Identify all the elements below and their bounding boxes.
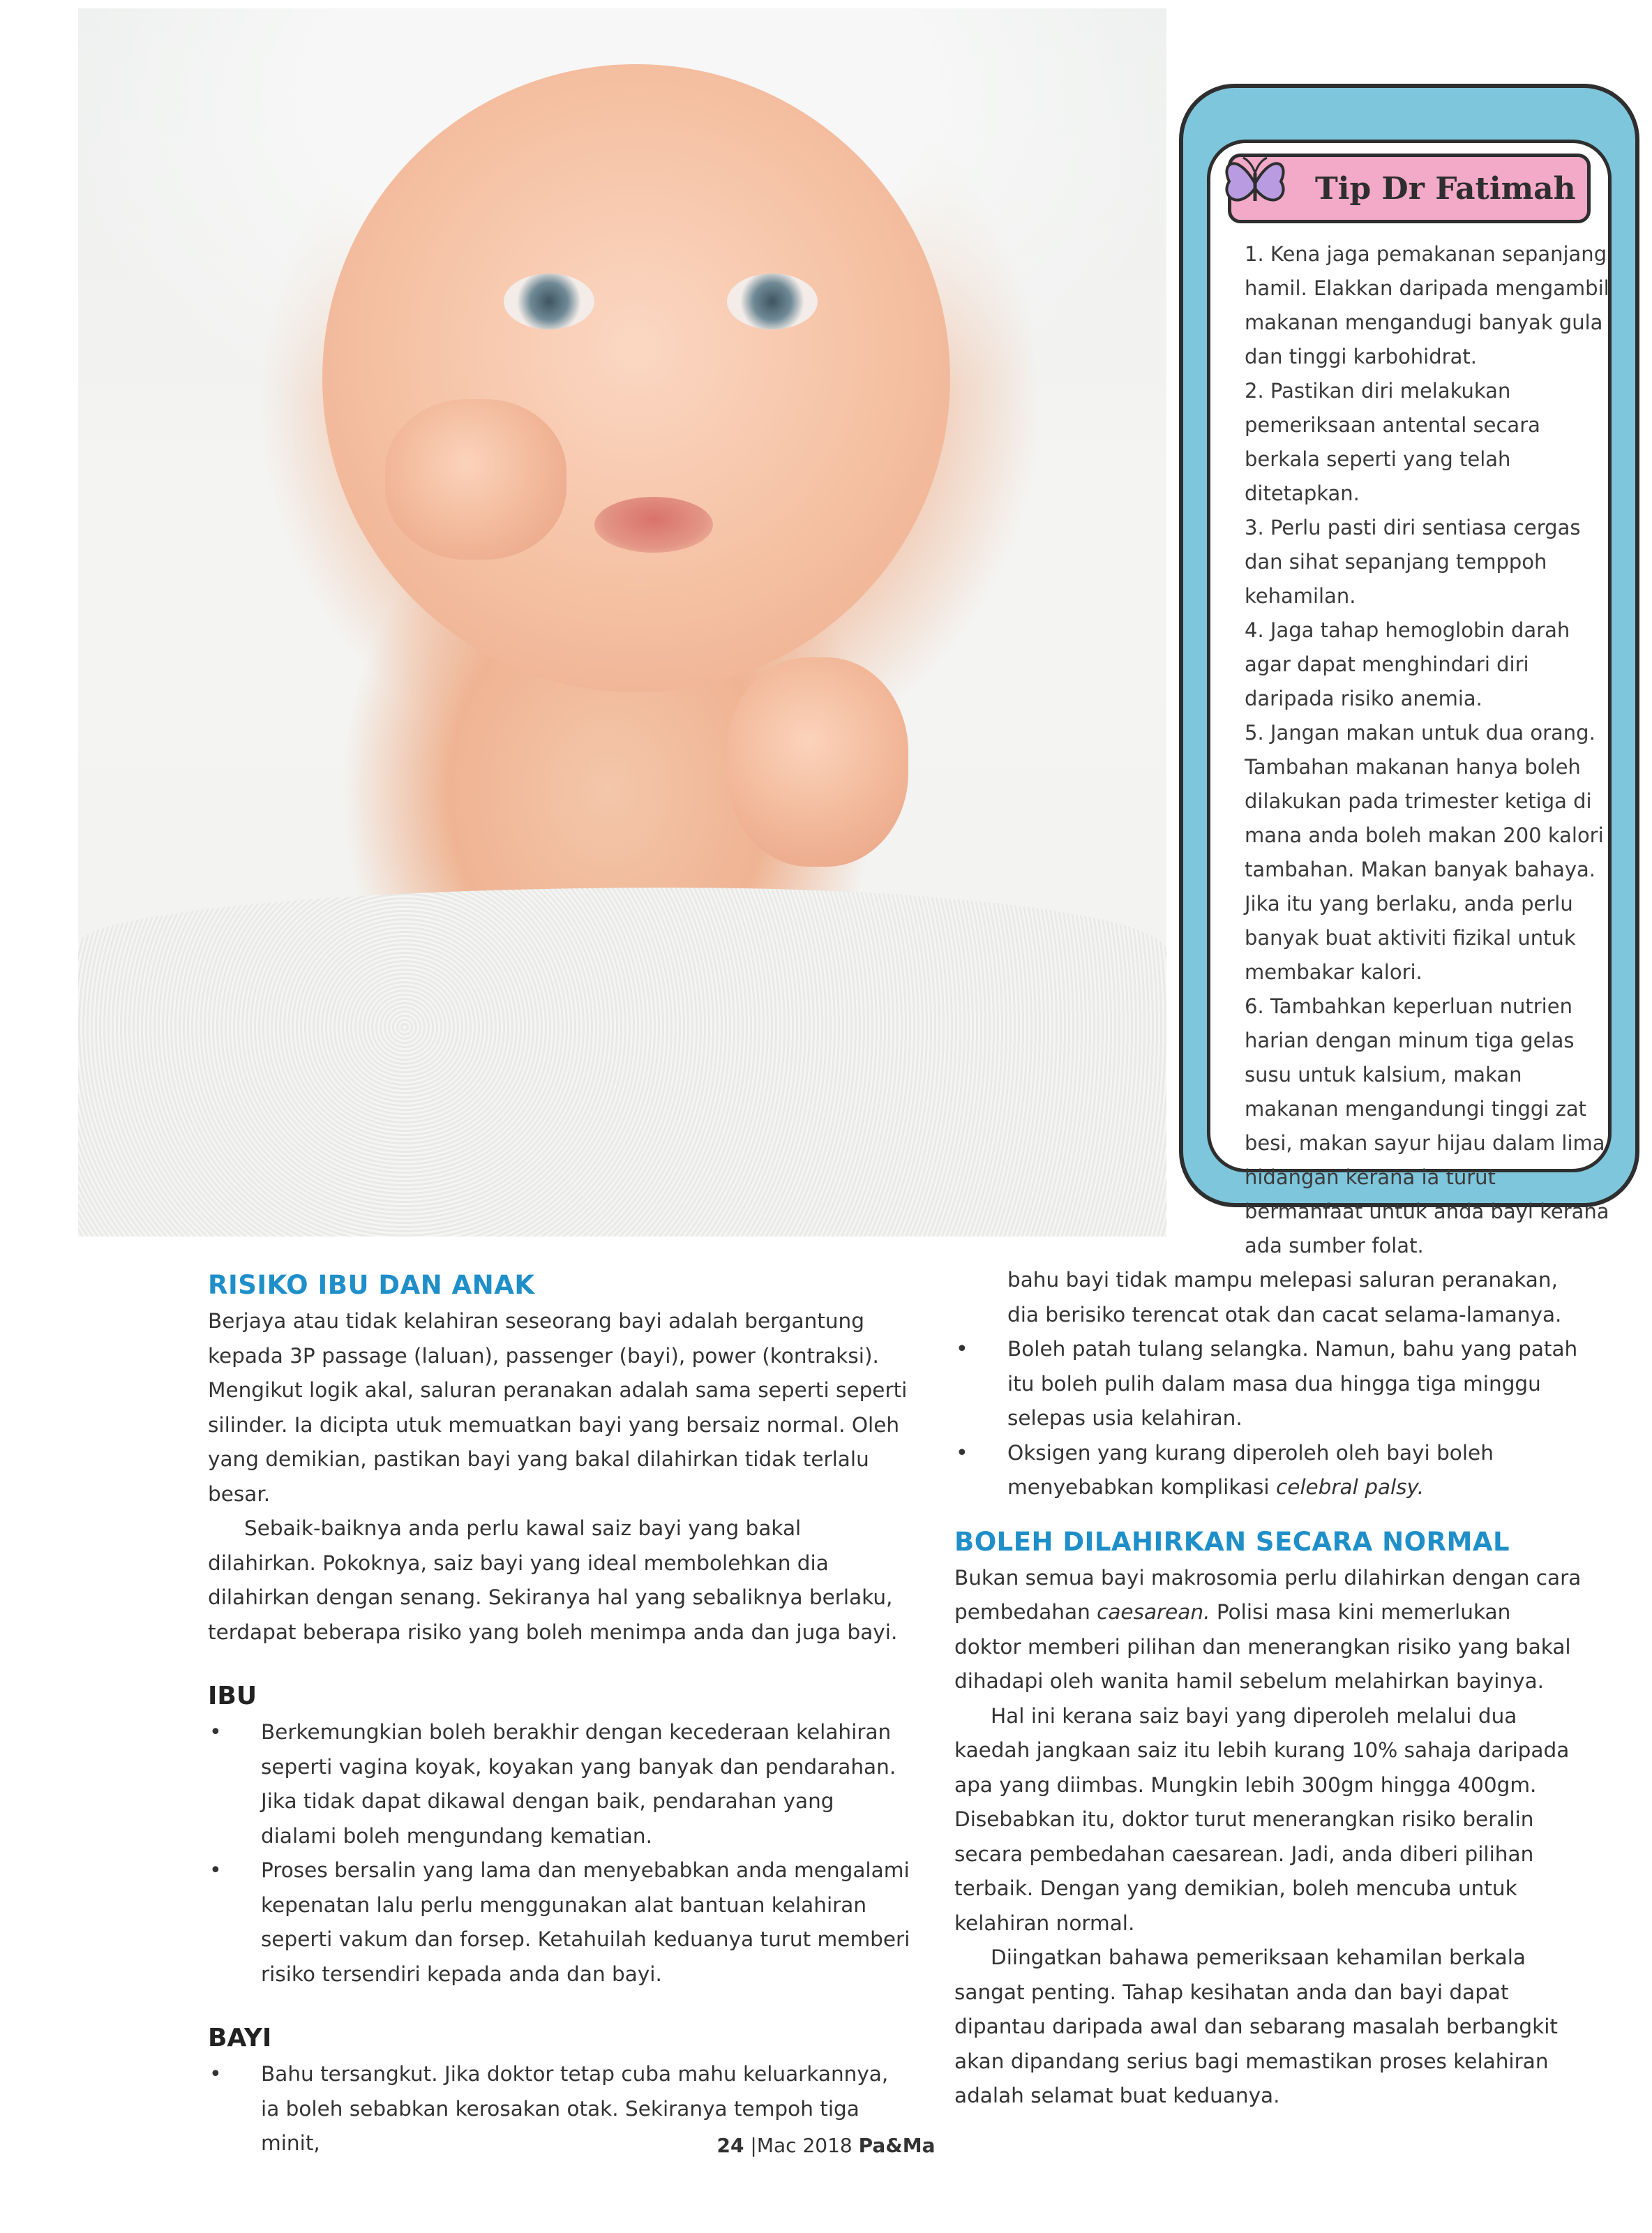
butterfly-icon	[1217, 145, 1293, 222]
footer-separator: |	[750, 2134, 757, 2157]
tip-item: 2. Pastikan diri melakukan pemeriksaan antental secara berkala seperti yang telah ditetapkan.	[1245, 379, 1540, 505]
paragraph: Hal ini kerana saiz bayi yang diperoleh melalui dua kaedah jangkaan saiz itu lebih kurang 10% sahaja daripada apa yang diimbas. Mungkin lebih 300gm hingga 400gm. Disebabkan itu, doktor turut menerangkan risiko beralin secara pembedahan caesarean. Jadi, anda diberi pilihan terbaik. Dengan yang demikian, boleh mencuba untuk kelahiran normal.	[954, 1703, 1570, 1935]
subheading-bayi: BAYI	[208, 2024, 272, 2052]
page-footer	[0, 2134, 1652, 2157]
article-right-column	[954, 1263, 1582, 2114]
baby-eye-right	[727, 274, 818, 329]
paragraph	[954, 1561, 1582, 1699]
baby-blanket	[78, 888, 1166, 1237]
bullet-item	[954, 1436, 1582, 1505]
tip-list	[1245, 237, 1614, 1263]
tip-item: 3. Perlu pasti diri sentiasa cergas dan sihat sepanjang temppoh kehamilan.	[1245, 516, 1581, 608]
paragraph-text: Polisi masa kini memerlukan doktor memberi pilihan dan menerangkan risiko yang bakal dihadapi oleh wanita hamil sebelum melahirkan bayinya.	[954, 1600, 1571, 1693]
paragraph: Sebaik-baiknya anda perlu kawal saiz bayi yang bakal dilahirkan. Pokoknya, saiz bayi yang ideal membolehkan dia dilahirkan dengan senang. Sekiranya hal yang sebaliknya berlaku, terdapat beberapa risiko yang boleh menimpa anda dan juga bayi.	[208, 1516, 898, 1644]
bullet-item: • Boleh patah tulang selangka. Namun, bahu yang patah itu boleh pulih dalam masa dua hingga tiga minggu selepas usia kelahiran.	[954, 1332, 1582, 1436]
tip-item: 1. Kena jaga pemakanan sepanjang hamil. Elakkan daripada mengambil makanan mengandugi banyak gula dan tinggi karbohidrat.	[1245, 242, 1609, 368]
baby-hand-right	[727, 657, 908, 867]
bullet-continuation: bahu bayi tidak mampu melepasi saluran peranakan, dia berisiko terencat otak dan cacat selama-lamanya.	[1007, 1268, 1562, 1327]
tip-box-title: Tip Dr Fatimah	[1228, 154, 1591, 223]
bullet-item: • Proses bersalin yang lama dan menyebabkan anda mengalami kepenatan lalu perlu menggunakan alat bantuan kelahiran seperti vakum dan forsep. Ketahuilah keduanya turut memberi risiko tersendiri kepada anda dan bayi.	[208, 1853, 913, 1992]
section-heading-normal: BOLEH DILAHIRKAN SECARA NORMAL	[954, 1526, 1510, 1557]
page-number: 24	[716, 2134, 744, 2157]
ibu-bullet-list	[208, 1715, 913, 1992]
tip-item: 4. Jaga tahap hemoglobin darah agar dapat menghindari diri daripada risiko anemia.	[1245, 618, 1570, 710]
baby-eye-left	[504, 274, 594, 329]
article-left-column	[208, 1267, 913, 2161]
paragraph-text: Bukan semua bayi makrosomia perlu dilahirkan dengan cara pembedahan	[954, 1565, 1582, 1624]
bullet-item: • Bahu tersangkut. Jika doktor tetap cuba mahu keluarkannya, ia boleh sebabkan kerosakan otak. Sekiranya tempoh tiga minit,	[208, 2057, 913, 2161]
tip-item: 5. Jangan makan untuk dua orang. Tambahan makanan hanya boleh dilakukan pada trimester ketiga di mana anda boleh makan 200 kalori tambahan. Makan banyak bahaya. Jika itu yang berlaku, anda perlu banyak buat aktiviti fizikal untuk membakar kalori.	[1245, 721, 1604, 984]
italic-term: caesarean.	[1097, 1600, 1210, 1624]
bullet-item: • Berkemungkian boleh berakhir dengan kecederaan kelahiran seperti vagina koyak, koyakan yang banyak dan pendarahan. Jika tidak dapat dikawal dengan baik, pendarahan yang dialami boleh mengundang kematian.	[208, 1715, 913, 1853]
baby-photo	[78, 8, 1166, 1237]
issue-date: Mac 2018	[756, 2134, 853, 2157]
section-heading-risiko: RISIKO IBU DAN ANAK	[208, 1270, 535, 1300]
bullet-text: Oksigen yang kurang diperoleh oleh bayi boleh menyebabkan komplikasi	[1007, 1440, 1494, 1499]
baby-face	[322, 64, 950, 692]
bullet-italic-term: celebral palsy.	[1275, 1475, 1425, 1499]
magazine-brand: Pa&Ma	[858, 2134, 936, 2157]
bayi-bullet-list-continued	[954, 1332, 1582, 1505]
paragraph: Diingatkan bahawa pemeriksaan kehamilan berkala sangat penting. Tahap kesihatan anda dan bayi dapat dipantau daripada awal dan sebarang masalah berbangkit akan dipandang serius bagi memastikan proses kelahiran adalah selamat buat keduanya.	[954, 1946, 1558, 2107]
paragraph: Berjaya atau tidak kelahiran seseorang bayi adalah bergantung kepada 3P passage (laluan), passenger (bayi), power (kontraksi). Mengikut logik akal, saluran peranakan adalah sama seperti seperti silinder. Ia dicipta utuk memuatkan bayi yang bersaiz normal. Oleh yang demikian, pastikan bayi yang bakal dilahirkan tidak terlalu besar.	[208, 1309, 908, 1506]
subheading-ibu: IBU	[208, 1682, 257, 1710]
tip-item: 6. Tambahkan keperluan nutrien harian dengan minum tiga gelas susu untuk kalsium, makan makanan mengandungi tinggi zat besi, makan sayur hijau dalam lima hidangan kerana ia turut bermanfaat untuk anda bayi kerana ada sumber folat.	[1245, 994, 1609, 1257]
baby-mouth	[594, 497, 713, 553]
baby-hand-left	[385, 399, 566, 560]
